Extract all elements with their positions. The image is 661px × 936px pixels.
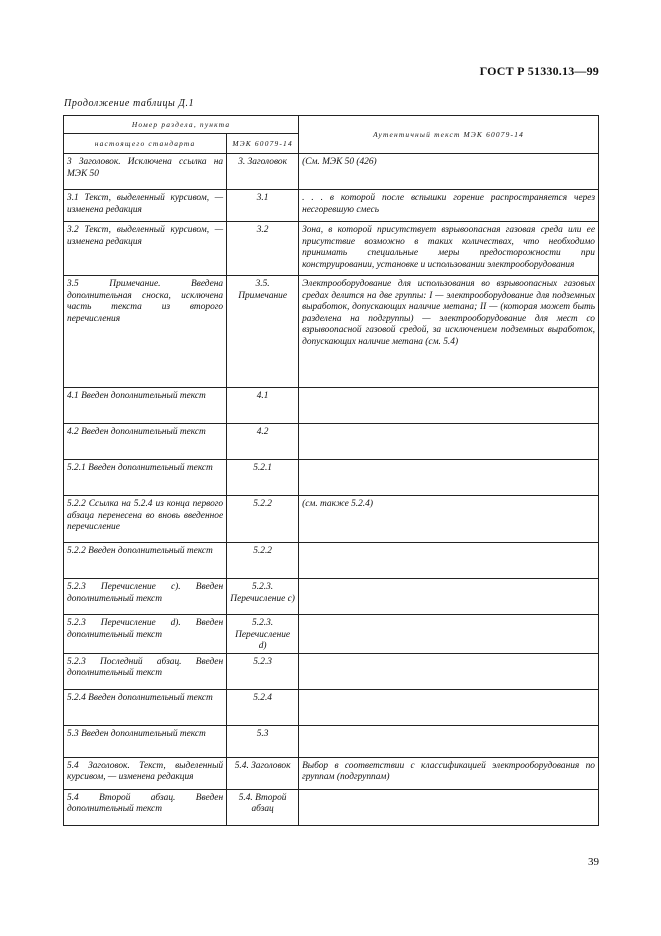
- page-number: 39: [588, 856, 599, 868]
- comparison-table: [63, 115, 599, 826]
- cell-this-standard: 5.2.2 Введен дополнительный текст: [64, 543, 227, 579]
- cell-this-standard: 4.1 Введен дополнительный текст: [64, 388, 227, 424]
- cell-iec-number: 4.2: [227, 424, 299, 460]
- table-row: [64, 757, 599, 789]
- cell-authentic-text: Зона, в которой присутствует взрывоопасная газовая среда или ее присутствие возможно в таких количествах, что необходимо принимать специальные меры предосторожности при конструировании, установке и использовании электрооборудования: [299, 222, 599, 276]
- table-row: [64, 496, 599, 543]
- cell-iec-number: 5.3: [227, 725, 299, 757]
- table-row: [64, 154, 599, 190]
- cell-iec-number: 3. Заголовок: [227, 154, 299, 190]
- cell-authentic-text: [299, 789, 599, 825]
- cell-authentic-text: (См. МЭК 50 (426): [299, 154, 599, 190]
- table-row: [64, 460, 599, 496]
- header-section-number: Номер раздела, пункта: [64, 116, 299, 134]
- cell-this-standard: 5.2.2 Ссылка на 5.2.4 из конца первого абзаца перенесена во вновь введенное перечисление: [64, 496, 227, 543]
- cell-this-standard: 5.3 Введен дополнительный текст: [64, 725, 227, 757]
- table-row: [64, 615, 599, 654]
- cell-this-standard: 4.2 Введен дополнительный текст: [64, 424, 227, 460]
- cell-iec-number: 4.1: [227, 388, 299, 424]
- table-row: [64, 222, 599, 276]
- cell-this-standard: 5.2.3 Перечисление с). Введен дополнительный текст: [64, 579, 227, 615]
- header-this-standard: настоящего стандарта: [64, 134, 227, 154]
- cell-this-standard: 3 Заголовок. Исключена ссылка на МЭК 50: [64, 154, 227, 190]
- cell-this-standard: 5.2.3 Перечисление d). Введен дополнительный текст: [64, 615, 227, 654]
- table-row: [64, 388, 599, 424]
- document-id: ГОСТ Р 51330.13—99: [479, 64, 599, 78]
- header-authentic-text: Аутентичный текст МЭК 60079-14: [299, 116, 599, 154]
- cell-iec-number: 3.5. Примечание: [227, 276, 299, 388]
- cell-authentic-text: Электрооборудование для использования во взрывоопасных газовых средах делится на две группы: I — электрооборудование для подземных выработок, допускающих наличие метана; II — (которая может быть разделена на подгруппы) — электрооборудование для мест со взрывоопасной газовой средой, за исключением подземных выработок, допускающих наличие метана (см. 5.4): [299, 276, 599, 388]
- table-row: [64, 725, 599, 757]
- cell-authentic-text: [299, 460, 599, 496]
- cell-iec-number: 5.4. Заголовок: [227, 757, 299, 789]
- cell-authentic-text: . . . в которой после вспышки горение распространяется через несгоревшую смесь: [299, 190, 599, 222]
- header-iec: МЭК 60079-14: [227, 134, 299, 154]
- cell-authentic-text: [299, 689, 599, 725]
- cell-iec-number: 5.2.3. Перечисление d): [227, 615, 299, 654]
- cell-iec-number: 5.4. Второй абзац: [227, 789, 299, 825]
- cell-authentic-text: [299, 725, 599, 757]
- cell-iec-number: 5.2.2: [227, 496, 299, 543]
- cell-this-standard: 5.4 Заголовок. Текст, выделенный курсивом, — изменена редакция: [64, 757, 227, 789]
- table-row: [64, 789, 599, 825]
- table-row: [64, 543, 599, 579]
- cell-authentic-text: [299, 388, 599, 424]
- cell-authentic-text: (см. также 5.2.4): [299, 496, 599, 543]
- cell-iec-number: 5.2.3: [227, 653, 299, 689]
- table-row: [64, 190, 599, 222]
- table-row: [64, 653, 599, 689]
- cell-authentic-text: Выбор в соответствии с классификацией электрооборудования по группам (подгруппам): [299, 757, 599, 789]
- cell-iec-number: 5.2.3. Перечисление с): [227, 579, 299, 615]
- cell-authentic-text: [299, 615, 599, 654]
- cell-this-standard: 5.2.4 Введен дополнительный текст: [64, 689, 227, 725]
- cell-this-standard: 5.2.3 Последний абзац. Введен дополнительный текст: [64, 653, 227, 689]
- table-row: [64, 689, 599, 725]
- cell-this-standard: 3.1 Текст, выделенный курсивом, — изменена редакция: [64, 190, 227, 222]
- cell-this-standard: 3.5 Примечание. Введена дополнительная сноска, исключена часть текста из второго перечисления: [64, 276, 227, 388]
- table-caption: Продолжение таблицы Д.1: [64, 98, 195, 109]
- cell-iec-number: 5.2.1: [227, 460, 299, 496]
- table-row: [64, 579, 599, 615]
- cell-iec-number: 3.2: [227, 222, 299, 276]
- table-row: [64, 424, 599, 460]
- cell-this-standard: 5.2.1 Введен дополнительный текст: [64, 460, 227, 496]
- cell-this-standard: 5.4 Второй абзац. Введен дополнительный текст: [64, 789, 227, 825]
- cell-authentic-text: [299, 424, 599, 460]
- cell-iec-number: 5.2.4: [227, 689, 299, 725]
- cell-iec-number: 3.1: [227, 190, 299, 222]
- cell-authentic-text: [299, 653, 599, 689]
- cell-authentic-text: [299, 579, 599, 615]
- cell-this-standard: 3.2 Текст, выделенный курсивом, — изменена редакция: [64, 222, 227, 276]
- table-row: [64, 276, 599, 388]
- cell-iec-number: 5.2.2: [227, 543, 299, 579]
- cell-authentic-text: [299, 543, 599, 579]
